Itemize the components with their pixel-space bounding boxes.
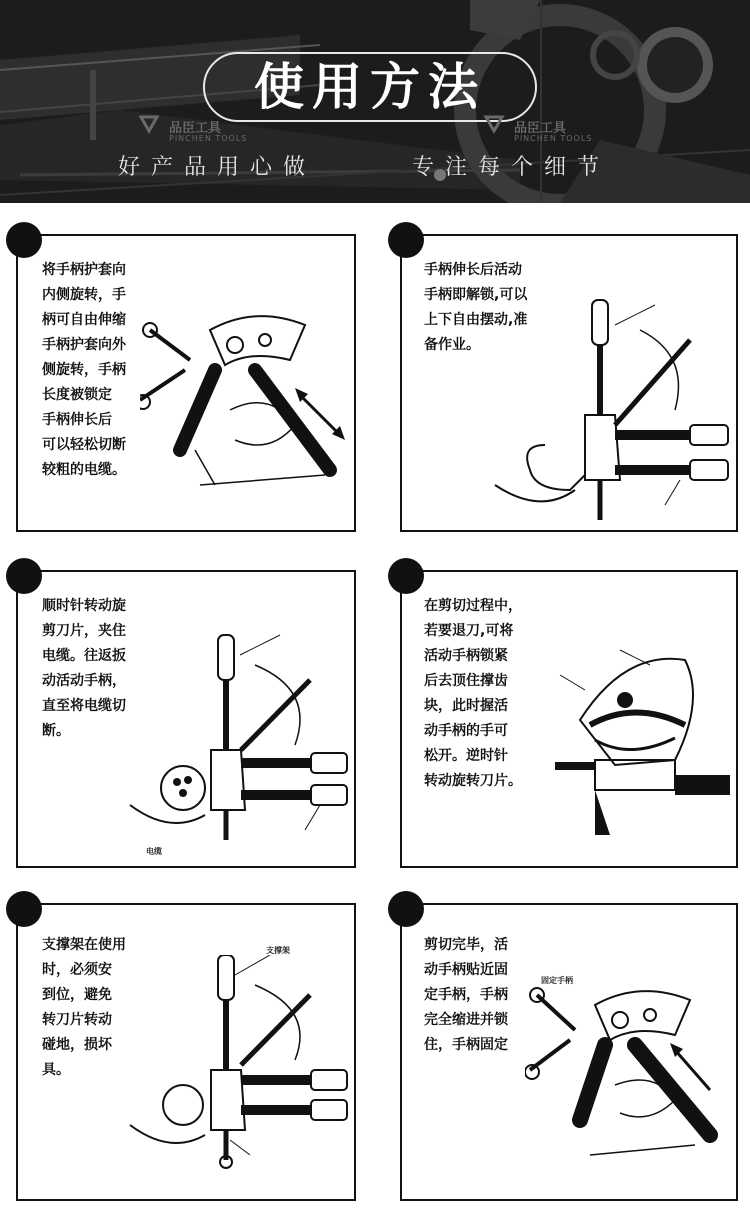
brand-sub: PINCHEN TOOLS [169,134,248,143]
step-3-line: 顺时针转动旋 [42,598,126,614]
step-5-line: 支撑架在使用 [42,937,126,953]
cable-cutter-illustration-5 [125,955,353,1170]
step-marker-1 [6,222,42,258]
step-4-line: 动手柄的手可 [424,723,508,739]
step-marker-2 [388,222,424,258]
support-stand-label: 支撑架 [266,946,290,955]
step-2-line: 手柄即解锁,可以 [424,287,528,303]
step-1-line: 可以轻松切断 [42,437,126,453]
step-4-line: 转动旋转刀片。 [424,773,522,789]
step-3-line: 断。 [42,723,70,739]
step-3-line: 剪刀片，夹住 [42,623,126,639]
brand-logo-icon [137,113,161,137]
step-5-line: 转刀片转动 [42,1012,112,1028]
step-3-line: 直至将电缆切 [42,698,126,714]
brand-watermark-left [137,117,247,143]
step-3-line: 电缆。往返扳 [42,648,126,664]
step-2-line: 备作业。 [424,337,480,353]
step-4-line: 活动手柄锁紧 [424,648,508,664]
page-title: 使用方法 [254,58,486,116]
step-1-text [42,258,140,483]
step-6-line: 动手柄贴近固 [424,962,508,978]
step-4-line: 在剪切过程中， [424,598,522,614]
cable-label: 电缆 [146,847,162,856]
step-1-line: 手柄伸长后 [42,412,112,428]
fixed-handle-label: 固定手柄 [541,976,573,985]
step-marker-3 [6,558,42,594]
step-1-line: 内侧旋转，手 [42,287,126,303]
step-6-line: 定手柄，手柄 [424,987,508,1003]
brand-name: 品臣工具 [169,121,222,136]
step-5-line: 到位，避免 [42,987,112,1003]
cable-cutter-illustration-6 [525,985,735,1170]
step-6-text [424,933,524,1058]
step-1-line: 手柄护套向外 [42,337,126,353]
brand-logo-icon [482,113,506,137]
brand-watermark-right [482,117,592,143]
step-4-line: 块，此时握活 [424,698,508,714]
step-1-line: 将手柄护套向 [42,262,126,278]
cable-cutter-illustration-4 [555,640,735,840]
step-5-line: 具。 [42,1062,70,1078]
slogan-right: 专注每个细节 [412,155,611,180]
step-4-line: 若要退刀,可将 [424,623,514,639]
brand-sub: PINCHEN TOOLS [514,134,593,143]
step-5-line: 时，必须安 [42,962,112,978]
step-marker-4 [388,558,424,594]
step-4-line: 后去顶住撑齿 [424,673,508,689]
step-2-line: 上下自由摆动,准 [424,312,528,328]
step-6-line: 完全缩进并锁 [424,1012,508,1028]
step-1-line: 长度被锁定 [42,387,112,403]
step-1-line: 侧旋转，手柄 [42,362,126,378]
step-marker-5 [6,891,42,927]
cable-cutter-illustration-2 [490,295,735,530]
slogan-left: 好产品用心做 [118,155,317,180]
step-5-line: 碰地，损坏 [42,1037,112,1053]
step-3-line: 动活动手柄， [42,673,126,689]
step-4-text [424,594,539,794]
cable-cutter-illustration-1 [140,310,350,510]
brand-name: 品臣工具 [514,121,567,136]
step-6-line: 住，手柄固定 [424,1037,508,1053]
step-2-line: 手柄伸长后活动 [424,262,522,278]
step-4-line: 松开。逆时针 [424,748,508,764]
header-banner [0,0,750,203]
cable-cutter-illustration-3 [125,630,353,850]
step-marker-6 [388,891,424,927]
step-1-line: 柄可自由伸缩 [42,312,126,328]
step-1-line: 较粗的电缆。 [42,462,126,478]
step-6-line: 剪切完毕，活 [424,937,508,953]
